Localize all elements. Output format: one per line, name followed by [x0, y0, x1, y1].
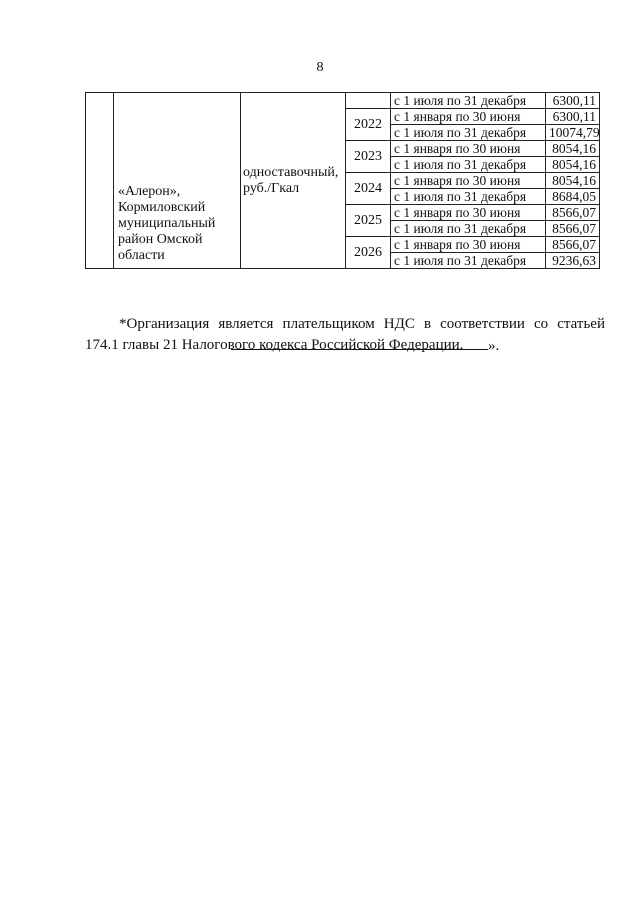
value-cell: 8566,07 — [546, 205, 600, 221]
value-cell: 8054,16 — [546, 173, 600, 189]
year-cell: 2024 — [346, 173, 391, 205]
value-cell: 8566,07 — [546, 237, 600, 253]
period-cell: с 1 июля по 31 декабря — [391, 157, 546, 173]
tariff-table — [85, 92, 600, 269]
period-cell: с 1 июля по 31 декабря — [391, 221, 546, 237]
page-number: 8 — [316, 60, 324, 75]
value-cell: 6300,11 — [546, 93, 600, 109]
value-cell: 8054,16 — [546, 141, 600, 157]
year-cell: 2025 — [346, 205, 391, 237]
footnote: *Организация является плательщиком НДС в соответствии со статьей 174.1 главы 21 Налогового кодекса Российской Федерации. — [85, 316, 605, 353]
period-cell: с 1 июля по 31 декабря — [391, 125, 546, 141]
period-cell: с 1 января по 30 июня — [391, 205, 546, 221]
value-cell: 8566,07 — [546, 221, 600, 237]
period-cell: с 1 января по 30 июня — [391, 237, 546, 253]
closing-quote: ». — [488, 338, 500, 354]
value-cell: 9236,63 — [546, 253, 600, 269]
closing-line — [231, 337, 499, 355]
closing-rule — [231, 337, 488, 350]
value-cell: 6300,11 — [546, 109, 600, 125]
year-cell — [346, 93, 391, 109]
period-cell: с 1 июля по 31 декабря — [391, 189, 546, 205]
period-cell: с 1 июля по 31 декабря — [391, 93, 546, 109]
index-cell — [86, 93, 114, 269]
period-cell: с 1 января по 30 июня — [391, 141, 546, 157]
value-cell: 10074,79 — [546, 125, 600, 141]
year-cell: 2023 — [346, 141, 391, 173]
tariff-type-cell: одноставочный, руб./Гкал — [241, 93, 346, 269]
period-cell: с 1 января по 30 июня — [391, 173, 546, 189]
value-cell: 8684,05 — [546, 189, 600, 205]
table-row — [86, 93, 600, 109]
organization-cell: «Алерон», Кормиловский муниципальный район Омской области — [114, 93, 241, 269]
year-cell: 2026 — [346, 237, 391, 269]
year-cell: 2022 — [346, 109, 391, 141]
period-cell: с 1 января по 30 июня — [391, 109, 546, 125]
period-cell: с 1 июля по 31 декабря — [391, 253, 546, 269]
value-cell: 8054,16 — [546, 157, 600, 173]
